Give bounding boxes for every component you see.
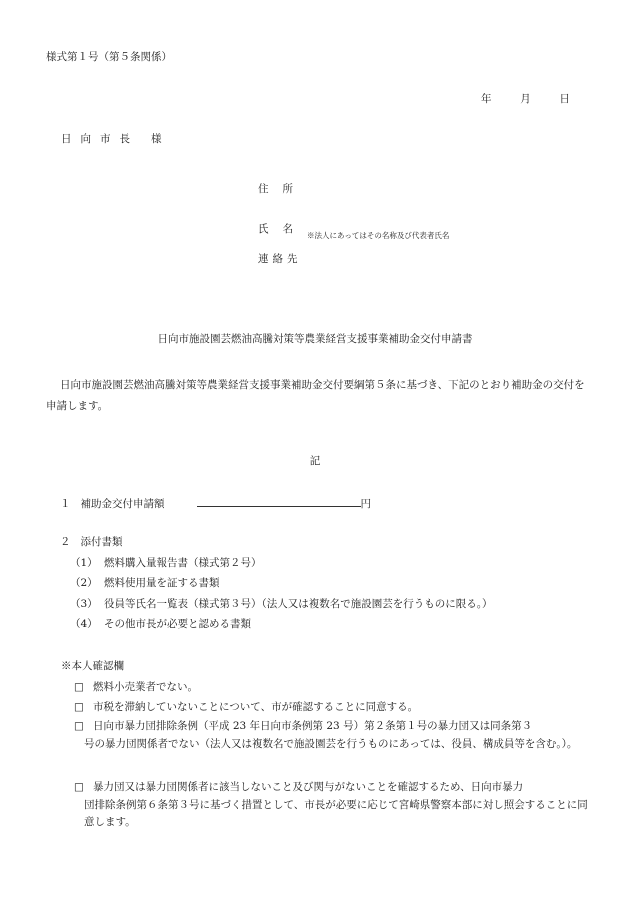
attachment-item xyxy=(70,557,262,570)
attachment-item xyxy=(70,598,493,611)
date-line xyxy=(481,93,570,106)
document-title: 日向市施設園芸燃油高騰対策等農業経営支援事業補助金交付申請書 xyxy=(157,333,473,345)
ki-heading: 記 xyxy=(309,455,321,467)
item-2-label: 添付書類 xyxy=(80,536,123,548)
date-month-label: 月 xyxy=(520,93,531,105)
date-day-label: 日 xyxy=(559,93,570,105)
name-row xyxy=(258,223,450,240)
confirmation-item xyxy=(74,718,594,753)
item-2-heading xyxy=(60,536,123,549)
item-1-label: 補助金交付申請額 xyxy=(80,498,165,510)
attachment-text: 燃料購入量報告書（様式第２号） xyxy=(104,557,262,569)
attachment-text: 役員等氏名一覧表（様式第３号）（法人又は複数名で施設園芸を行うものに限る。） xyxy=(104,598,493,610)
confirmation-item xyxy=(74,779,594,832)
item-2-number: ２ xyxy=(60,536,71,548)
confirmation-text-continued: 号の暴力団関係者でない（法人又は複数名で施設園芸を行うものにあっては、役員、構成員等を含む。）。 xyxy=(84,737,578,750)
date-year-label: 年 xyxy=(481,93,492,105)
name-label: 氏名 xyxy=(258,223,307,235)
attachment-number: （3） xyxy=(70,598,98,610)
confirmation-item xyxy=(74,679,594,697)
item-1-number: １ xyxy=(60,498,71,510)
contact-label: 連絡先 xyxy=(258,253,302,265)
name-note: ※法人にあってはその名称及び代表者氏名 xyxy=(307,231,450,240)
form-number: 様式第１号（第５条関係） xyxy=(46,51,172,63)
checkbox-icon[interactable]: □ xyxy=(74,781,84,793)
confirmation-text: 日向市暴力団排除条例（平成 23 年日向市条例第 23 号）第２条第１号の暴力団又は同条第３ xyxy=(93,720,533,732)
addressee-name: 日向市長 xyxy=(61,133,139,145)
confirmation-title: ※本人確認欄 xyxy=(61,660,124,672)
item-1-amount xyxy=(60,496,371,511)
attachment-number: （1） xyxy=(70,557,98,569)
body-paragraph: 日向市施設園芸燃油高騰対策等農業経営支援事業補助金交付要綱第５条に基づき、下記のとおり補助金の交付を申請します。 xyxy=(46,379,585,412)
addressee-honorific: 様 xyxy=(151,133,162,145)
confirmation-item xyxy=(74,699,594,717)
confirmation-text: 燃料小売業者でない。 xyxy=(93,681,198,693)
address-label: 住所 xyxy=(258,183,307,195)
attachment-text: 燃料使用量を証する書類 xyxy=(104,577,220,589)
checkbox-icon[interactable]: □ xyxy=(74,720,84,732)
attachment-text: その他市長が必要と認める書類 xyxy=(104,618,251,630)
attachment-number: （2） xyxy=(70,577,98,589)
confirmation-text: 市税を滞納していないことについて、市が確認することに同意する。 xyxy=(93,701,419,713)
amount-blank-line[interactable] xyxy=(197,496,361,507)
confirmation-text-continued: 団排除条例第６条第３号に基づく措置として、市長が必要に応じて宮崎県警察本部に対し照会することに同意します。 xyxy=(84,798,588,828)
item-1-unit: 円 xyxy=(360,498,371,510)
checkbox-icon[interactable]: □ xyxy=(74,681,84,693)
attachment-number: （4） xyxy=(70,618,98,630)
attachment-item xyxy=(70,577,220,590)
checkbox-icon[interactable]: □ xyxy=(74,701,84,713)
confirmation-text: 暴力団又は暴力団関係者に該当しないこと及び関与がないことを確認するため、日向市暴力 xyxy=(93,781,524,793)
attachment-item xyxy=(70,618,251,631)
addressee xyxy=(61,133,162,146)
